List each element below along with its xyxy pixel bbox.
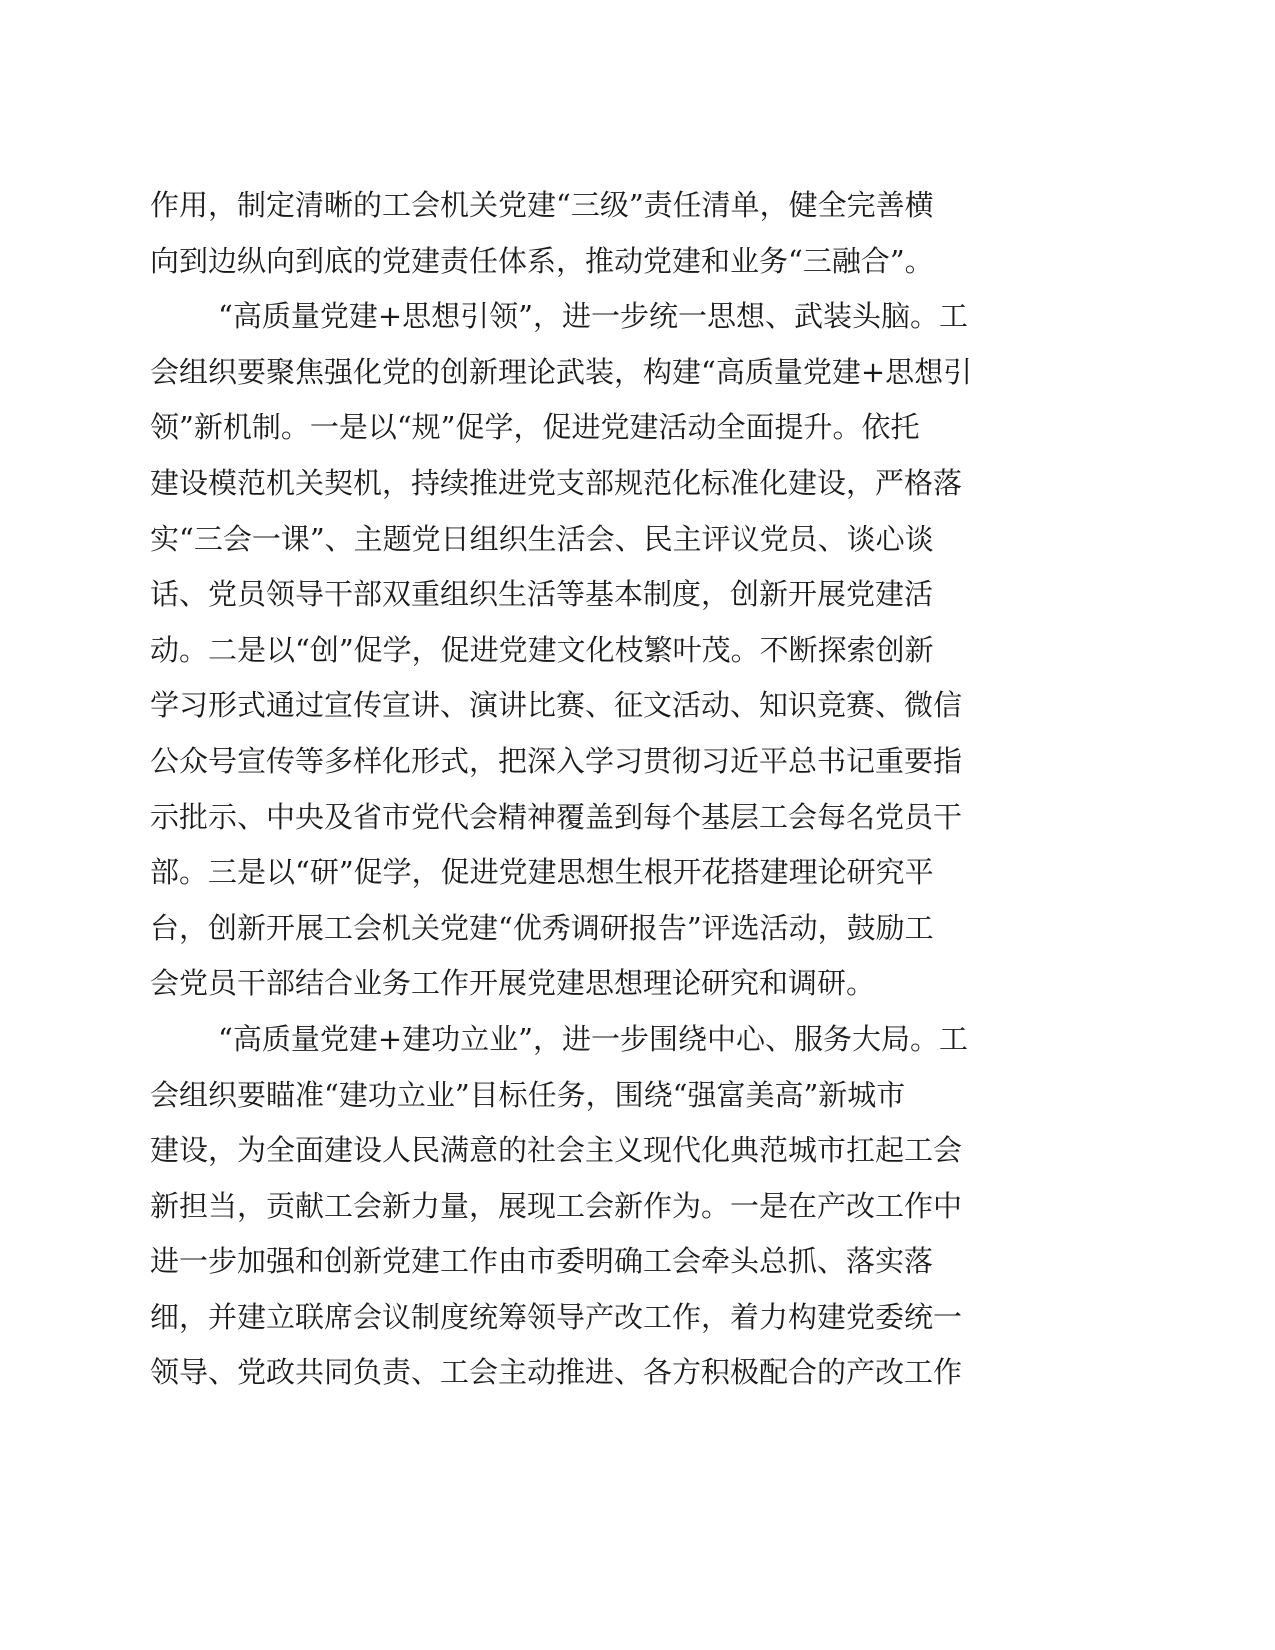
body-text [150,178,1090,1401]
text-line: 领导、党政共同负责、工会主动推进、各方积极配合的产改工作 [150,1355,963,1390]
text-line: 向到边纵向到底的党建责任体系，推动党建和业务“三融合”。 [150,243,934,278]
text-line: 动。二是以“创”促学，促进党建文化枝繁叶茂。不断探索创新 [150,632,934,667]
text-line: 学习形式通过宣传宣讲、演讲比赛、征文活动、知识竞赛、微信 [150,688,963,723]
text-line: 公众号宣传等多样化形式，把深入学习贯彻习近平总书记重要指 [150,743,963,778]
text-line: 话、党员领导干部双重组织生活等基本制度，创新开展党建活 [150,577,934,612]
text-line: 作用，制定清晰的工会机关党建“三级”责任清单，健全完善横 [150,188,934,222]
text-line: 会组织要聚焦强化党的创新理论武装，构建“高质量党建+思想引 [150,354,973,389]
text-line: 部。三是以“研”促学，促进党建思想生根开花搭建理论研究平 [150,855,934,890]
text-line: “高质量党建+建功立业”，进一步围绕中心、服务大局。工 [218,1021,968,1056]
text-line: 会组织要瞄准“建功立业”目标任务，围绕“强富美高”新城市 [150,1077,906,1112]
text-line: 示批示、中央及省市党代会精神覆盖到每个基层工会每名党员干 [150,799,963,834]
text-line: 细，并建立联席会议制度统筹领导产改工作，着力构建党委统一 [150,1299,963,1334]
text-line: 领”新机制。一是以“规”促学，促进党建活动全面提升。依托 [150,410,920,445]
text-line: 会党员干部结合业务工作开展党建思想理论研究和调研。 [150,966,876,1001]
text-line: 建设，为全面建设人民满意的社会主义现代化典范城市扛起工会 [150,1133,963,1168]
text-line: 实“三会一课”、主题党日组织生活会、民主评议党员、谈心谈 [150,521,934,556]
text-line: 建设模范机关契机，持续推进党支部规范化标准化建设，严格落 [150,465,963,500]
text-line: “高质量党建+思想引领”，进一步统一思想、武装头脑。工 [218,299,968,334]
text-line: 新担当，贡献工会新力量，展现工会新作为。一是在产改工作中 [150,1188,963,1223]
text-line: 台，创新开展工会机关党建“优秀调研报告”评选活动，鼓励工 [150,910,934,945]
text-line: 进一步加强和创新党建工作由市委明确工会牵头总抓、落实落 [150,1244,934,1279]
